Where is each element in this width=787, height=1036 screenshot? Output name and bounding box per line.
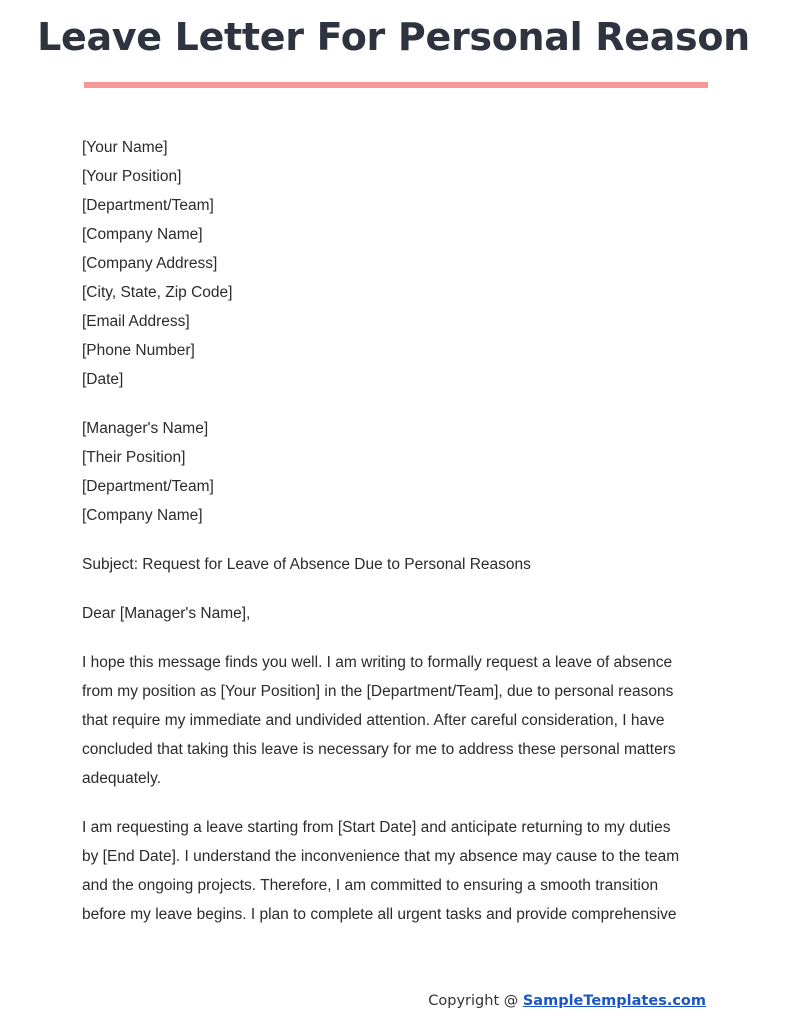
paragraph-line: and the ongoing projects. Therefore, I am committed to ensuring a smooth transition: [82, 877, 659, 894]
paragraph-line: I hope this message finds you well. I am writing to formally request a leave of absence: [82, 654, 673, 671]
title-divider: [84, 82, 708, 88]
subject-line: Subject: Request for Leave of Absence Due to Personal Reasons: [82, 556, 531, 573]
page-title: Leave Letter For Personal Reason: [37, 15, 750, 59]
copyright-footer: [428, 993, 706, 1009]
sender-company: [Company Name]: [82, 226, 203, 243]
letter-body: [82, 133, 712, 949]
recipient-name: [Manager's Name]: [82, 420, 209, 437]
paragraph-line: adequately.: [82, 770, 161, 787]
sender-position: [Your Position]: [82, 168, 182, 185]
salutation: Dear [Manager's Name],: [82, 605, 251, 622]
paragraph-line: by [End Date]. I understand the inconvenience that my absence may cause to the team: [82, 848, 680, 865]
recipient-position: [Their Position]: [82, 449, 186, 466]
sender-department: [Department/Team]: [82, 197, 214, 214]
paragraph-line: that require my immediate and undivided attention. After careful consideration, I have: [82, 712, 665, 729]
paragraph-2: [82, 813, 712, 929]
recipient-address-block: [82, 414, 712, 530]
sender-name: [Your Name]: [82, 139, 168, 156]
recipient-company: [Company Name]: [82, 507, 203, 524]
subject-block: [82, 550, 712, 579]
letter-date: [Date]: [82, 371, 124, 388]
sender-phone: [Phone Number]: [82, 342, 195, 359]
sender-company-address: [Company Address]: [82, 255, 218, 272]
sender-city-state-zip: [City, State, Zip Code]: [82, 284, 233, 301]
paragraph-line: concluded that taking this leave is necessary for me to address these personal matters: [82, 741, 676, 758]
paragraph-1: [82, 648, 712, 793]
sampletemplates-link[interactable]: SampleTemplates.com: [522, 993, 706, 1009]
copyright-prefix: Copyright @: [428, 993, 523, 1009]
sender-address-block: [82, 133, 712, 394]
recipient-department: [Department/Team]: [82, 478, 214, 495]
paragraph-line: before my leave begins. I plan to complete all urgent tasks and provide comprehensive: [82, 906, 677, 923]
paragraph-line: I am requesting a leave starting from [Start Date] and anticipate returning to my duties: [82, 819, 671, 836]
paragraph-line: from my position as [Your Position] in the [Department/Team], due to personal reasons: [82, 683, 674, 700]
salutation-block: [82, 599, 712, 628]
sender-email: [Email Address]: [82, 313, 190, 330]
